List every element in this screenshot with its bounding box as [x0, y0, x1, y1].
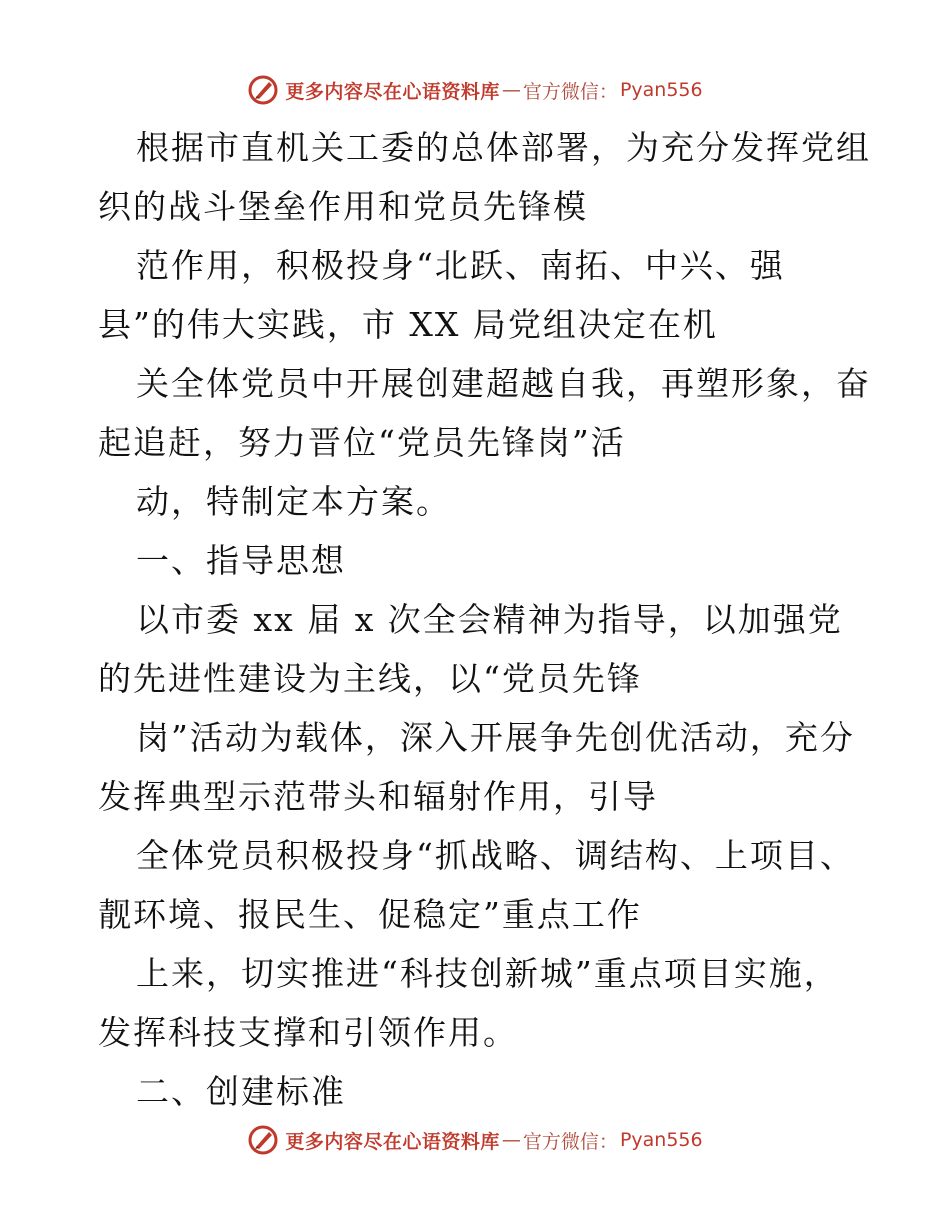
text-line: 发挥科技支撑和引领作用。: [98, 1013, 518, 1052]
header-brand-text: 更多内容尽在心语资料库: [285, 80, 500, 103]
text-line: 以市委 xx 届 x 次全会精神为指导，以加强党: [136, 600, 843, 639]
footer-official-label: 官方微信：: [522, 1130, 618, 1153]
header-account-id: Pyan556: [619, 79, 703, 101]
section-heading: 二、创建标准: [136, 1072, 346, 1111]
text-line: 上来，切实推进“科技创新城”重点项目实施，: [136, 954, 839, 993]
text-line: 关全体党员中开展创建超越自我，再塑形象，奋: [136, 364, 871, 403]
header-separator: —: [501, 79, 521, 101]
text-line: 动，特制定本方案。: [136, 482, 451, 521]
text-line: 范作用，积极投身“北跃、南拓、中兴、强: [136, 246, 785, 285]
text-line: 岗”活动为载体，深入开展争先创优活动，充分: [136, 718, 855, 757]
text-line: 靓环境、报民生、促稳定”重点工作: [98, 895, 642, 934]
header-watermark-banner: [0, 68, 950, 112]
text-line: 的先进性建设为主线，以“党员先锋: [98, 659, 642, 698]
text-line: 县”的伟大实践，市 XX 局党组决定在机: [98, 305, 718, 344]
document-body: [98, 118, 871, 1121]
section-heading: 一、指导思想: [136, 541, 346, 580]
footer-account-id: Pyan556: [619, 1129, 703, 1151]
text-line: 全体党员积极投身“抓战略、调结构、上项目、: [136, 836, 855, 875]
pen-logo-icon: [247, 1124, 279, 1156]
pen-logo-icon: [247, 74, 279, 106]
text-line: 织的战斗堡垒作用和党员先锋模: [98, 187, 588, 226]
footer-watermark-banner: [0, 1118, 950, 1162]
text-line: 起追赶，努力晋位“党员先锋岗”活: [98, 423, 626, 462]
header-official-label: 官方微信：: [522, 80, 618, 103]
text-line: 发挥典型示范带头和辐射作用，引导: [98, 777, 658, 816]
text-line: 根据市直机关工委的总体部署，为充分发挥党组: [136, 128, 871, 167]
footer-brand-text: 更多内容尽在心语资料库: [285, 1130, 500, 1153]
footer-separator: —: [501, 1129, 521, 1151]
